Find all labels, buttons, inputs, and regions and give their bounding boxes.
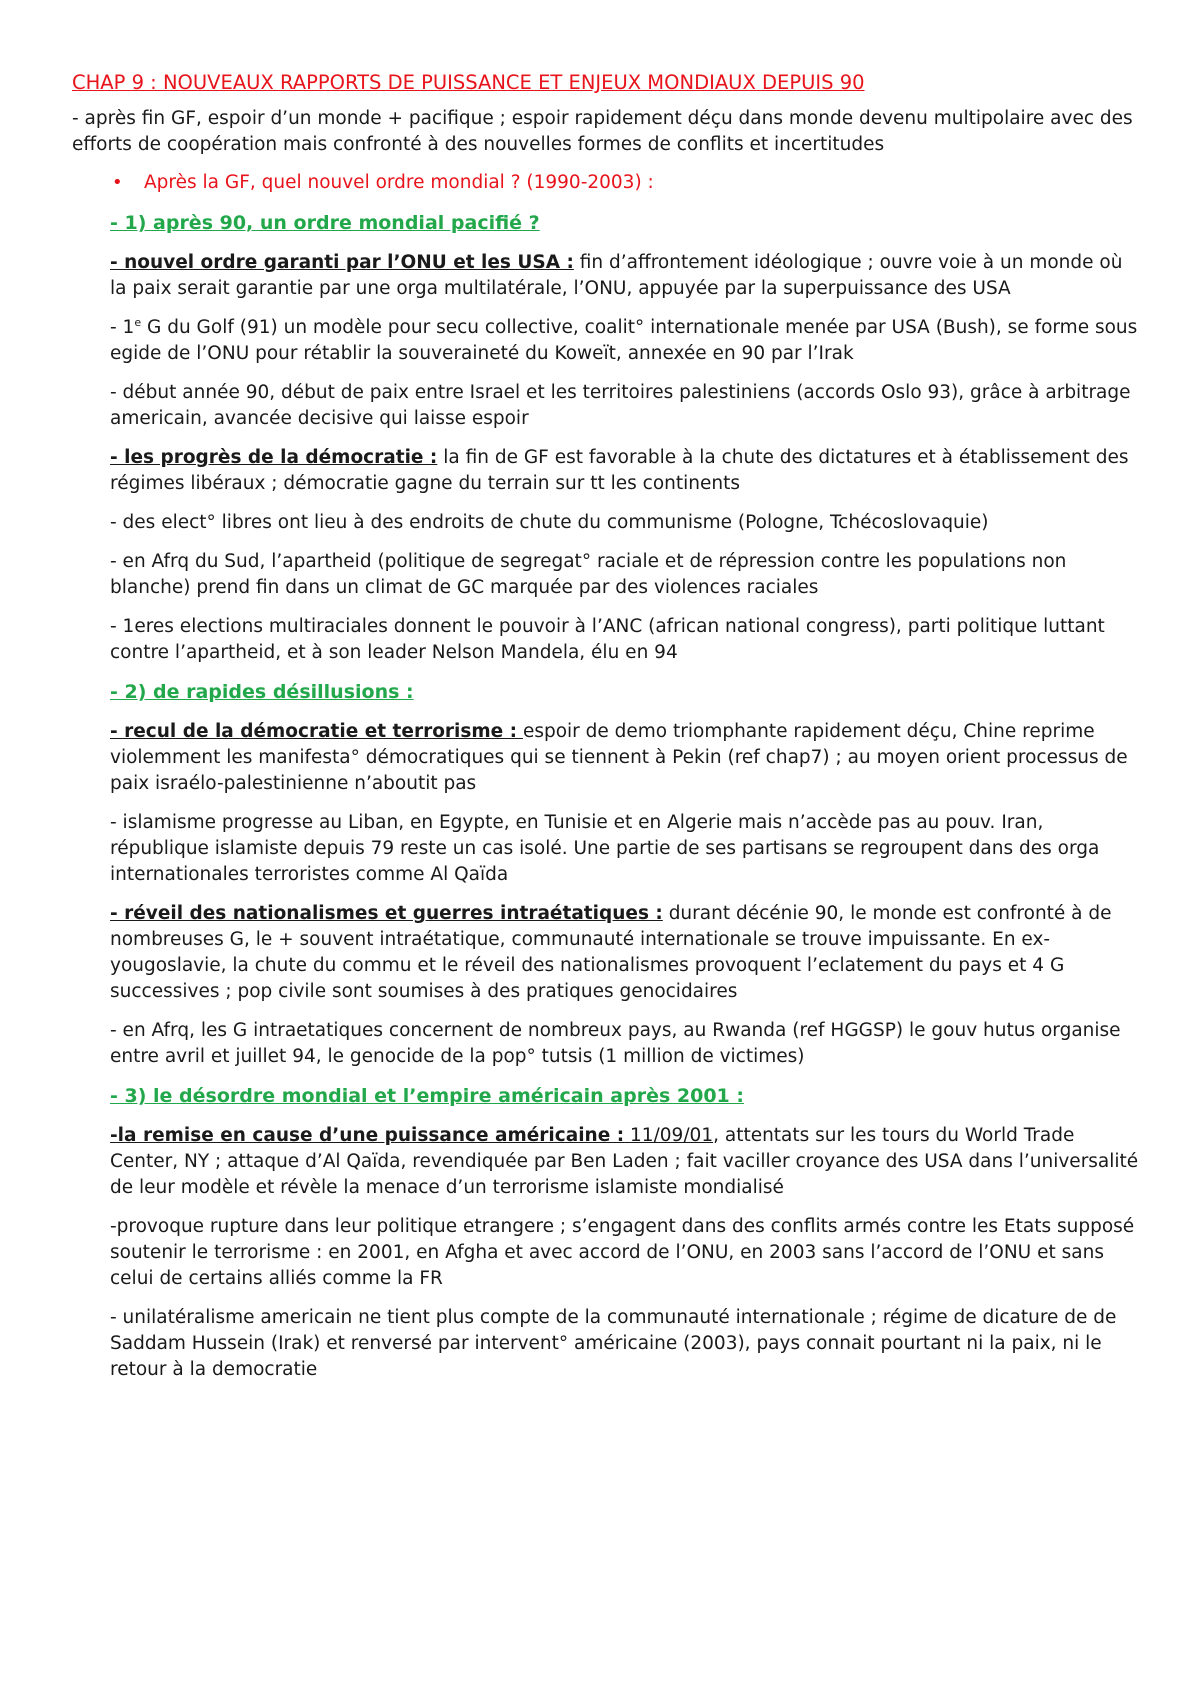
paragraph-text: , attentats sur les tours du World Trade Center, NY ; attaque d’Al Qaïda, revendiquée par Ben Laden ; fait vaciller croyance des USA dans l’universalité de leur modèle et révèle la menace d’un terrorisme islamiste mondialisé: [110, 1125, 1139, 1198]
paragraph-apartheid: - en Afrq du Sud, l’apartheid (politique de segregat° raciale et de répression contre les populations non blanche) prend fin dans un climat de GC marquée par des violences raciales: [110, 551, 1067, 598]
section-heading-1: - 1) après 90, un ordre mondial pacifié ?: [110, 212, 540, 234]
paragraph-text: durant décénie 90, le monde est confronté à de nombreuses G, le + souvent intraétatique, communauté internationale se trouve impuissante. En ex-yougoslavie, la chute du commu et le réveil des nationalismes provoquent l’eclatement du pays et 4 G successives ; pop civile sont soumises à des pratiques genocidaires: [110, 903, 1112, 1002]
question-text: Après la GF, quel nouvel ordre mondial ? (1990-2003) :: [144, 172, 654, 193]
paragraph-democracy: [110, 445, 1142, 497]
chapter-title: CHAP 9 : NOUVEAUX RAPPORTS DE PUISSANCE ET ENJEUX MONDIAUX DEPUIS 90: [72, 71, 865, 94]
paragraph-mandela: - 1eres elections multiraciales donnent le pouvoir à l’ANC (african national congress), parti politique luttant contre l’apartheid, et à son leader Nelson Mandela, élu en 94: [110, 616, 1105, 663]
paragraph-free-elections: - des elect° libres ont lieu à des endroits de chute du communisme (Pologne, Tchécoslovaquie): [110, 512, 989, 533]
paragraph-lead: - nouvel ordre garanti par l’ONU et les USA :: [110, 252, 574, 273]
paragraph-lead: - réveil des nationalismes et guerres intraétatiques :: [110, 903, 663, 924]
document-page: [72, 70, 1142, 1396]
section-heading-3: - 3) le désordre mondial et l’empire américain après 2001 :: [110, 1085, 744, 1107]
paragraph-text: - 1: [110, 317, 135, 338]
paragraph-islamism: - islamisme progresse au Liban, en Egypte, en Tunisie et en Algerie mais n’accède pas au pouv. Iran, république islamiste depuis 79 reste un cas isolé. Une partie de ses partisans se regroupent dans des orga internationales terroristes comme Al Qaïda: [110, 812, 1100, 885]
paragraph-text: la fin de GF est favorable à la chute des dictatures et à établissement des régimes libéraux ; démocratie gagne du terrain sur tt les continents: [110, 447, 1129, 494]
paragraph-lead: - recul de la démocratie et terrorisme :: [110, 721, 518, 742]
paragraph-unilateralism: - unilatéralisme americain ne tient plus compte de la communauté internationale ; régime de dicature de de Saddam Hussein (Irak) et renversé par intervent° américaine (2003), pays connait pourtant ni la paix, ni le retour à la democratie: [110, 1307, 1117, 1380]
paragraph-date: 11/09/01: [624, 1125, 714, 1146]
paragraph-september-11: [110, 1123, 1142, 1201]
question-bullet: [72, 170, 1142, 196]
paragraph-nationalisms: [110, 901, 1142, 1005]
paragraph-text: fin d’affrontement idéologique ; ouvre voie à un monde où la paix serait garantie par une orga multilatérale, l’ONU, appuyée par la superpuissance des USA: [110, 252, 1123, 299]
paragraph-foreign-policy: -provoque rupture dans leur politique etrangere ; s’engagent dans des conflits armés contre les Etats supposé soutenir le terrorisme : en 2001, en Afgha et avec accord de l’ONU, en 2003 sans l’accord de l’ONU et sans celui de certains alliés comme la FR: [110, 1216, 1135, 1289]
bullet-icon: •: [112, 172, 123, 193]
paragraph-gulf-war: [110, 315, 1142, 367]
paragraph-lead: - les progrès de la démocratie :: [110, 447, 438, 468]
superscript: e: [134, 315, 142, 329]
paragraph-new-order: [110, 250, 1142, 302]
paragraph-democracy-decline: [110, 719, 1142, 797]
paragraph-oslo: - début année 90, début de paix entre Israel et les territoires palestiniens (accords Oslo 93), grâce à arbitrage americain, avancée decisive qui laisse espoir: [110, 382, 1131, 429]
paragraph-text: G du Golf (91) un modèle pour secu collective, coalit° internationale menée par USA (Bush), se forme sous egide de l’ONU pour rétablir la souveraineté du Koweït, annexée en 90 par l’Irak: [110, 317, 1138, 364]
paragraph-rwanda: - en Afrq, les G intraetatiques concernent de nombreux pays, au Rwanda (ref HGGSP) le gouv hutus organise entre avril et juillet 94, le genocide de la pop° tutsis (1 million de victimes): [110, 1020, 1121, 1067]
section-heading-2: - 2) de rapides désillusions :: [110, 681, 414, 703]
body-content: [72, 210, 1142, 1383]
paragraph-text: espoir de demo triomphante rapidement déçu, Chine reprime violemment les manifesta° démocratiques qui se tiennent à Pekin (ref chap7) ; au moyen orient processus de paix israélo-palestinienne n’aboutit pas: [110, 721, 1128, 794]
intro-paragraph: - après fin GF, espoir d’un monde + pacifique ; espoir rapidement déçu dans monde devenu multipolaire avec des efforts de coopération mais confronté à des nouvelles formes de conflits et incertitudes: [72, 108, 1133, 155]
paragraph-lead: -la remise en cause d’une puissance américaine :: [110, 1125, 625, 1146]
